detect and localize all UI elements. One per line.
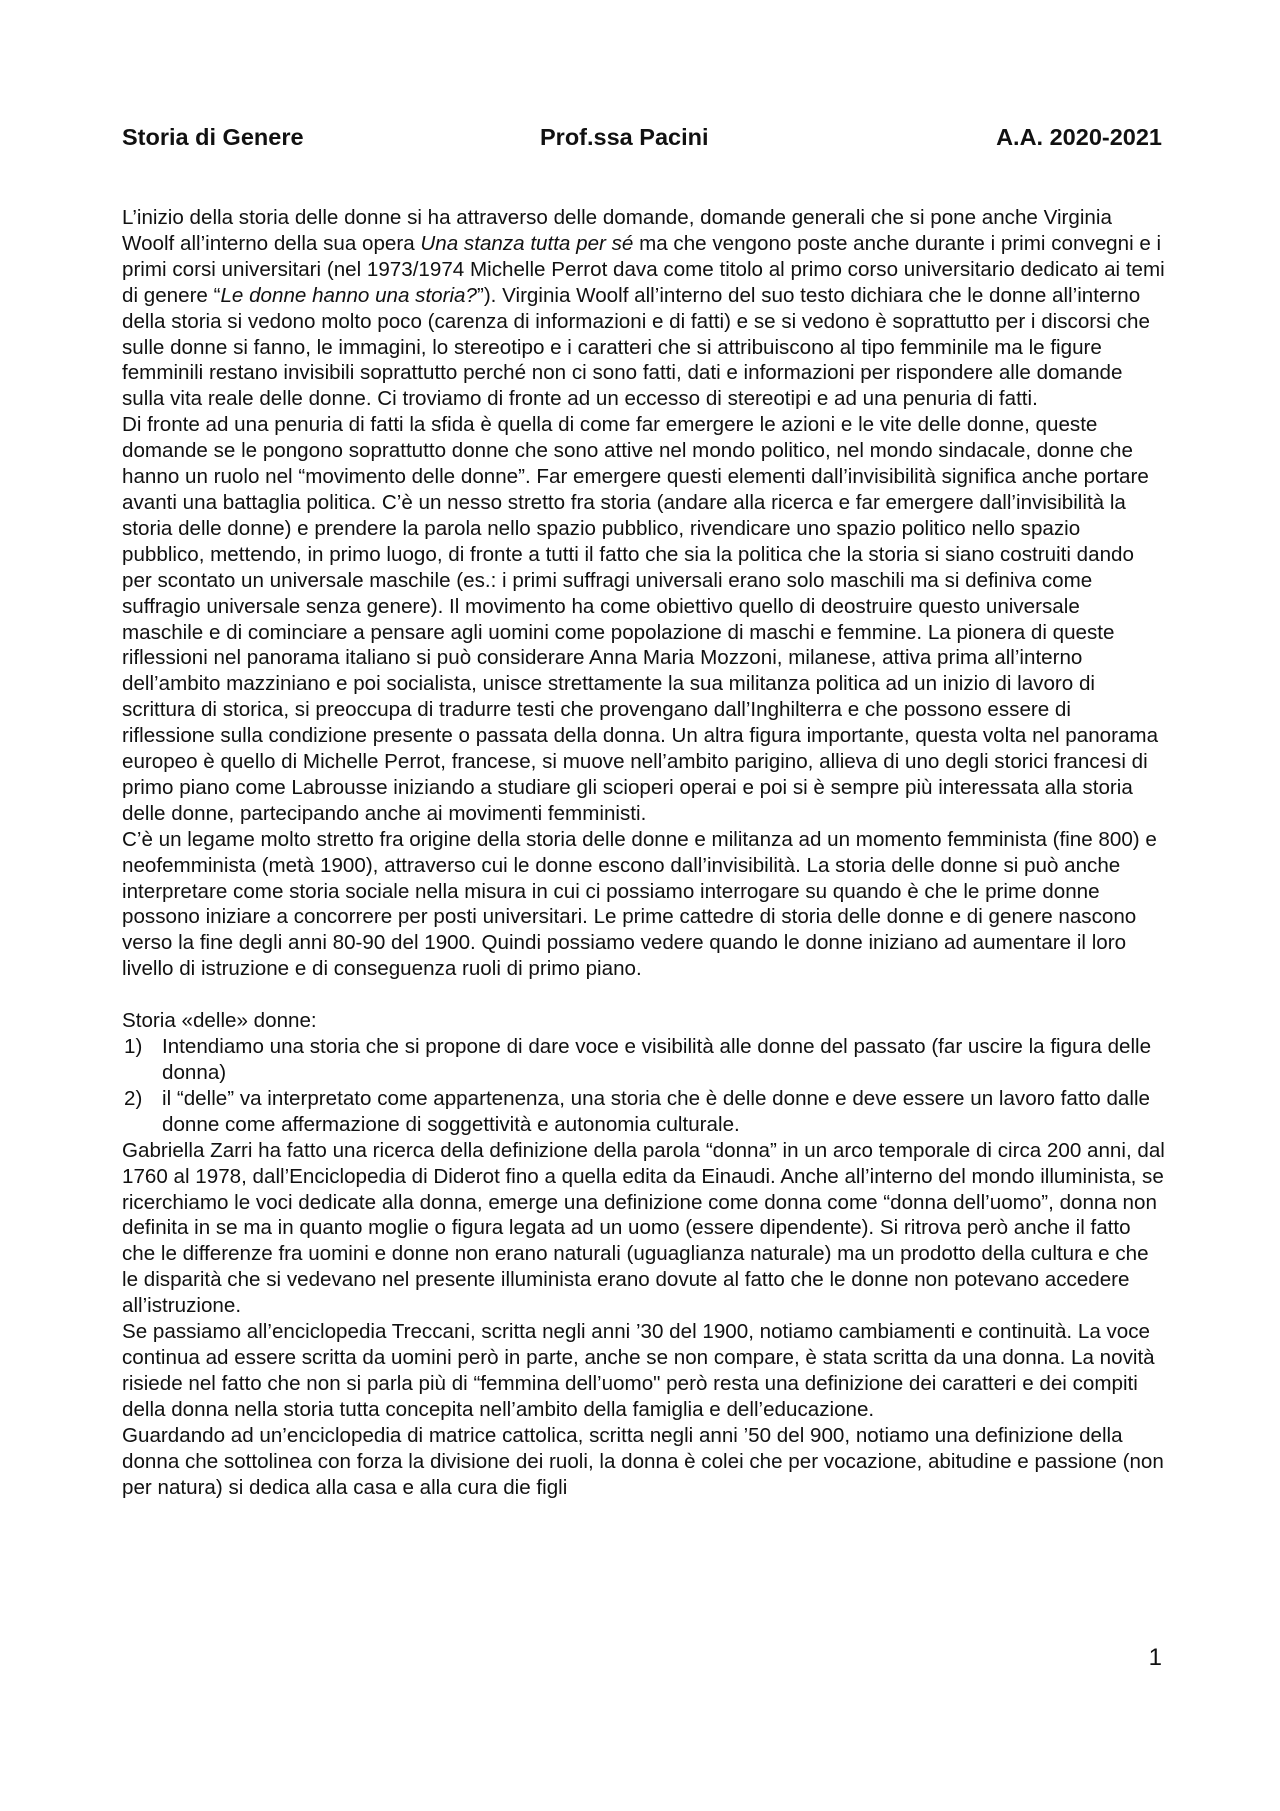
document-body [122,205,1166,1500]
list-item-text: il “delle” va interpretato come appartenenza, una storia che è delle donne e deve essere un lavoro fatto dalle donne come affermazione di soggettività e autonomia culturale. [162,1086,1150,1136]
professor-name: Prof.ssa Pacini [540,124,709,150]
list-item [122,1034,1166,1086]
paragraph-intro-part-a: L’inizio della storia delle donne si ha attraverso delle domande, domande generali che si pone anche Virginia Woolf all’interno della sua opera [122,206,1112,255]
list-item-text: Intendiamo una storia che si propone di dare voce e visibilità alle donne del passato (far uscire la figura delle donna) [162,1035,1152,1084]
paragraph-intro-part-b: ma che vengono poste anche durante i primi convegni e i primi corsi universitari (nel 1973/1974 Michelle Perrot dava come titolo al primo corso universitario dedicato ai temi di genere “ [122,231,1165,307]
list-item-number: 2) [124,1086,143,1110]
paragraph-intro [122,205,1166,412]
course-title-quote: Le donne hanno una storia? [220,283,477,307]
list-item [122,1086,1166,1138]
paragraph-invisibility: Di fronte ad una penuria di fatti la sfida è quella di come far emergere le azioni e le vite delle donne, queste domande se le pongono soprattutto donne che sono attive nel mondo politico, nel mondo sindacale, donne che hanno un ruolo nel “movimento delle donne”. Far emergere questi elementi dall’invisibilità significa anche portare avanti una battaglia politica. C’è un nesso stretto fra storia (andare alla ricerca e far emergere dall’invisibilità la storia delle donne) e prendere la parola nello spazio pubblico, rivendicare uno spazio politico nello spazio pubblico, mettendo, in primo luogo, di fronte a tutti il fatto che sia la politica che la storia si siano costruiti dando per scontato un universale maschile (es.: i primi suffragi universali erano solo maschili ma si definiva come suffragio universale senza genere). Il movimento ha come obiettivo quello di deostruire questo universale maschile e di cominciare a pensare agli uomini come popolazione di maschi e femmine. La pionera di queste riflessioni nel panorama italiano si può considerare Anna Maria Mozzoni, milanese, attiva prima all’interno dell’ambito mazziniano e poi socialista, unisce strettamente la sua militanza politica ad un inizio di lavoro di scrittura di storica, si preoccupa di tradurre testi che provengano dall’Inghilterra e che possono essere di riflessione sulla condizione presente o passata della donna. Un altra figura importante, questa volta nel panorama europeo è quello di Michelle Perrot, francese, si muove nell’ambito parigino, allieva di uno degli storici francesi di primo piano come Labrousse iniziando a studiare gli scioperi operai e poi si è sempre più interessata alla storia delle donne, partecipando anche ai movimenti femministi. [122,413,1159,825]
page-header [122,124,1162,158]
paragraph-zarri: Gabriella Zarri ha fatto una ricerca della definizione della parola “donna” in un arco temporale di circa 200 anni, dal 1760 al 1978, dall’Enciclopedia di Diderot fino a quella edita da Einaudi. Anche all’interno del mondo illuminista, se ricerchiamo le voci dedicate alla donna, emerge una definizione come donna come “donna dell’uomo”, donna non definita in se ma in quanto moglie o figura legata ad un uomo (essere dipendente). Si ritrova però anche il fatto che le differenze fra uomini e donne non erano naturali (uguaglianza naturale) ma un prodotto della cultura e che le disparità che si vedevano nel presente illuminista erano dovute al fatto che le donne non potevano accedere all’istruzione. [122,1138,1165,1318]
paragraph-catholic-encyclopedia: Guardando ad un’enciclopedia di matrice cattolica, scritta negli anni ’50 del 900, notiamo una definizione della donna che sottolinea con forza la divisione dei ruoli, la donna è colei che per vocazione, abitudine e passione (non per natura) si dedica alla casa e alla cura die figli [122,1423,1164,1499]
course-title: Storia di Genere [122,124,304,150]
paragraph-feminism: C’è un legame molto stretto fra origine della storia delle donne e militanza ad un momento femminista (fine 800) e neofemminista (metà 1900), attraverso cui le donne escono dall’invisibilità. La storia delle donne si può anche interpretare come storia sociale nella misura in cui ci possiamo interrogare su quando è che le prime donne possono iniziare a concorrere per posti universitari. Le prime cattedre di storia delle donne e di genere nascono verso la fine degli anni 80-90 del 1900. Quindi possiamo vedere quando le donne iniziano ad aumentare il loro livello di istruzione e di conseguenza ruoli di primo piano. [122,827,1157,981]
list-item-number: 1) [124,1035,143,1059]
list-heading: Storia «delle» donne: [122,1009,317,1033]
numbered-list [122,1034,1166,1138]
academic-year: A.A. 2020-2021 [996,124,1162,150]
paragraph-intro-part-c: ”). Virginia Woolf all’interno del suo testo dichiara che le donne all’interno della storia si vedono molto poco (carenza di informazioni e di fatti) e se si vedono è soprattutto per i discorsi che sulle donne si fanno, le immagini, lo stereotipo e i caratteri che si attribuiscono al tipo femminile ma le figure femminili restano invisibili soprattutto perché non ci sono fatti, dati e informazioni per rispondere alle domande sulla vita reale delle donne. Ci troviamo di fronte ad un eccesso di stereotipi e ad una penuria di fatti. [122,283,1150,411]
page-number: 1 [1148,1644,1162,1671]
paragraph-treccani: Se passiamo all’enciclopedia Treccani, scritta negli anni ’30 del 1900, notiamo cambiamenti e continuità. La voce continua ad essere scritta da uomini però in parte, anche se non compare, è stata scritta da una donna. La novità risiede nel fatto che non si parla più di “femmina dell’uomo" però resta una definizione dei caratteri e dei compiti della donna nella storia tutta concepita nell’ambito della famiglia e dell’educazione. [122,1320,1155,1421]
paragraph-gap [122,982,1166,1008]
book-title: Una stanza tutta per sé [420,231,634,255]
